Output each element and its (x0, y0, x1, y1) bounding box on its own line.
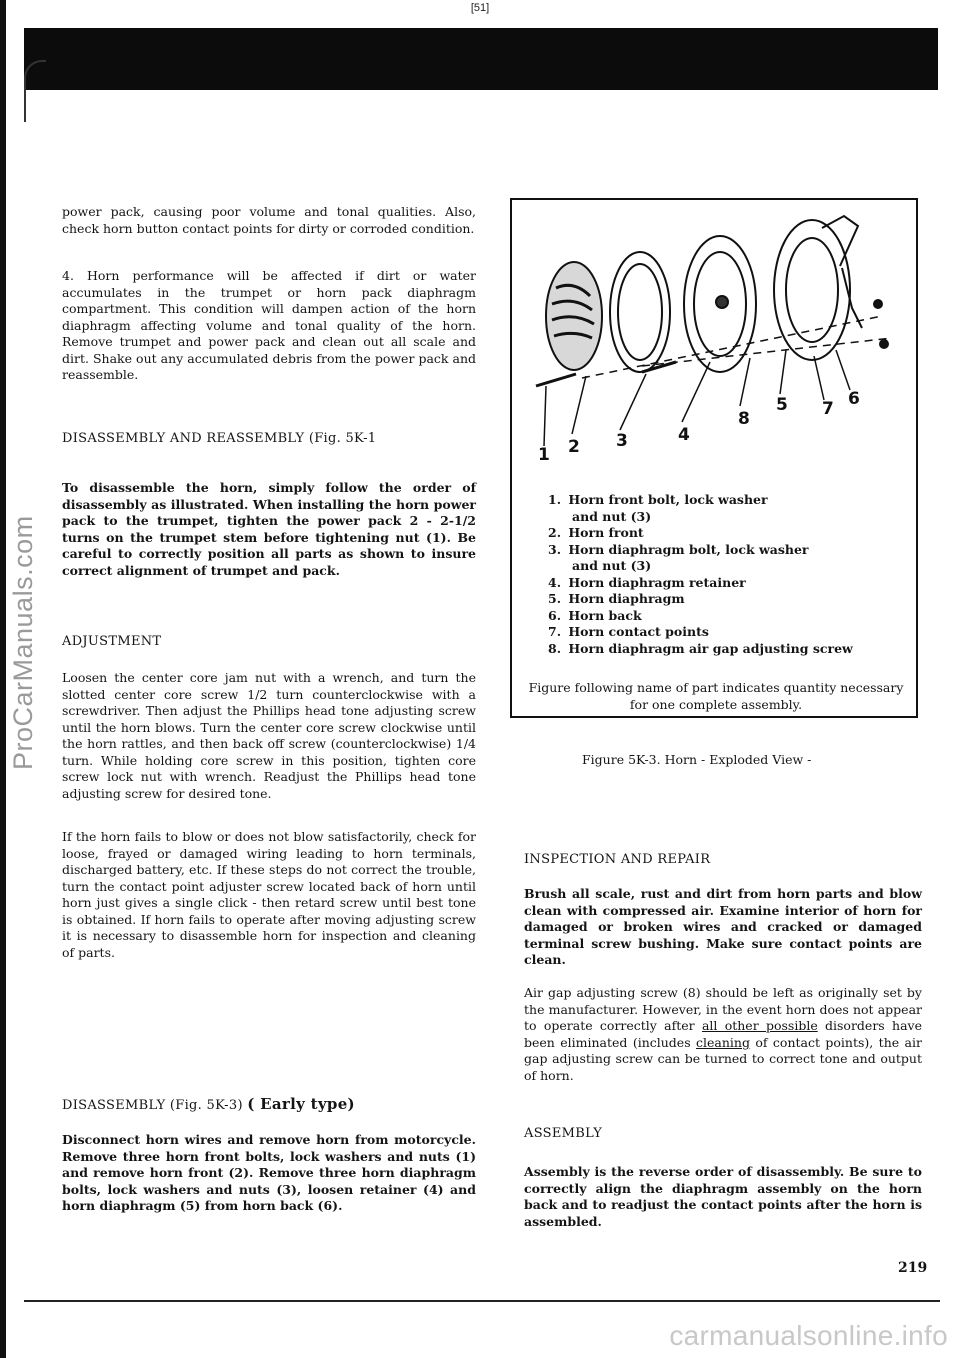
legend-item (548, 608, 908, 625)
callout-8: 8 (738, 409, 750, 429)
paragraph-air-gap (524, 985, 922, 1084)
contact-arm (842, 268, 862, 328)
header-banner (24, 28, 938, 90)
paragraph-adjustment: Loosen the center core jam nut with a wrench, and turn the slotted center core screw 1/2 turn counterclockwise with a screwdriver. Then adjust the Phillips head tone adjusting screw until the horn blows. Turn the center core screw clockwise until the horn rattles, and then back off screw (counterclockwise) 1/4 turn. While holding core screw in this position, tighten core screw lock nut with wrench. Readjust the Phillips head tone adjusting screw for desired tone. (62, 670, 476, 801)
page-number: 219 (898, 1260, 928, 1276)
right-col-block-1 (524, 852, 922, 869)
heading-inspection-repair: INSPECTION AND REPAIR (524, 852, 711, 867)
paragraph-horn-fails: If the horn fails to blow or does not blow satisfactorily, check for loose, frayed or damaged wiring leading to horn terminals, discharged battery, etc. If these steps do not correct the trouble, turn the contact point adjuster screw located back of horn until horn just gives a single click - then retard screw until best tone is obtained. If horn fails to operate after moving adjusting screw it is necessary to disassemble horn for inspection and cleaning of parts. (62, 829, 476, 960)
legend-text: Horn diaphragm (568, 591, 685, 606)
paragraph-assembly: Assembly is the reverse order of disassembly. Be sure to correctly align the diaphragm assembly on the horn back and to readjust the contact points after the horn is assembled. (524, 1164, 922, 1229)
heading-early-type: ( Early type) (247, 1095, 355, 1113)
callout-6: 6 (848, 389, 860, 409)
page-tag: [51] (470, 2, 490, 14)
paragraph-horn-performance: 4. Horn performance will be affected if dirt or water accumulates in the trumpet or horn pack diaphragm compartment. This condition will dampen action of the horn diaphragm affecting volume and tonal quality of the horn. Remove trumpet and power pack and clean out all scale and dirt. Shake out any accumulated debris from the power pack and reassemble. (62, 268, 476, 382)
bottom-rule (24, 1300, 940, 1302)
callout-1: 1 (538, 445, 550, 465)
legend-num: 3. (548, 541, 562, 557)
legend-text: Horn contact points (568, 624, 709, 639)
callout-4: 4 (678, 425, 690, 445)
legend-text: Horn back (568, 607, 642, 623)
callout-3: 3 (616, 431, 628, 451)
left-col-block-4 (62, 480, 476, 579)
legend-item (548, 591, 908, 608)
air-gap-text-b: disorders have been eliminated (includes (524, 1018, 922, 1050)
figure-legend (548, 492, 908, 657)
figure-caption: Figure 5K-3. Horn - Exploded View - (582, 752, 812, 767)
callout-7: 7 (822, 399, 834, 419)
bottom-watermark: carmanualsonline.info (669, 1320, 948, 1351)
legend-cont: and nut (3) (572, 508, 652, 524)
paragraph-disassemble-horn: To disassemble the horn, simply follow the order of disassembly as illustrated. When installing the horn power pack to the trumpet, tighten the power pack 2 - 2-1/2 turns on the trumpet stem before tightening nut (1). Be careful to correctly position all parts as shown to insure correct alignment of trumpet and pack. (62, 480, 476, 578)
left-edge-bar (0, 0, 6, 1358)
legend-text: Horn diaphragm retainer (568, 574, 746, 590)
left-col-block-7 (62, 829, 476, 961)
left-column (62, 204, 476, 237)
legend-cont: and nut (3) (572, 558, 652, 573)
legend-text: Horn diaphragm air gap adjusting screw (568, 640, 853, 656)
legend-num: 2. (548, 525, 562, 540)
terminal-1 (874, 300, 882, 308)
heading-adjustment: ADJUSTMENT (62, 634, 162, 649)
legend-num: 7. (548, 624, 562, 639)
terminal-2 (880, 340, 888, 348)
callout-2: 2 (568, 437, 580, 457)
heading-disassembly-early (62, 1096, 476, 1115)
paragraph-power-pack: power pack, causing poor volume and tonal qualities. Also, check horn button contact points for dirty or corroded condition. (62, 204, 476, 236)
legend-item (548, 542, 908, 575)
axis-line-2 (642, 338, 892, 366)
right-col-block-5 (524, 1164, 922, 1230)
legend-num: 1. (548, 492, 562, 507)
legend-text: Horn front (568, 525, 644, 540)
side-watermark: ProCarManuals.com (8, 515, 38, 770)
left-col-block-5 (62, 634, 476, 651)
air-gap-underline-1: all other possible (701, 1018, 818, 1033)
left-col-block-2 (62, 268, 476, 384)
legend-item (548, 624, 908, 641)
horn-exploded-diagram (522, 208, 902, 468)
heading-disassembly-early-prefix: DISASSEMBLY (Fig. 5K-3) (62, 1098, 243, 1113)
legend-item (548, 492, 908, 525)
heading-assembly: ASSEMBLY (524, 1126, 603, 1141)
legend-num: 5. (548, 591, 562, 606)
retainer-inner (618, 264, 662, 360)
left-col-block-6 (62, 670, 476, 802)
legend-num: 8. (548, 640, 562, 656)
leader-lines (544, 350, 850, 446)
air-gap-text-a: Air gap adjusting screw (8) should be left as originally set by the manufacturer. However, in the event horn does not appear to operate correctly after (524, 985, 922, 1033)
left-col-block-8 (62, 1096, 476, 1115)
legend-text: Horn diaphragm bolt, lock washer (568, 541, 809, 557)
left-col-block-9 (62, 1132, 476, 1215)
legend-item (548, 575, 908, 592)
legend-item (548, 641, 908, 658)
legend-item (548, 525, 908, 542)
left-col-block-3 (62, 431, 476, 448)
callout-5: 5 (776, 395, 788, 415)
paragraph-disconnect-horn: Disconnect horn wires and remove horn from motorcycle. Remove three horn front bolts, lock washers and nuts (1) and remove horn front (2). Remove three horn diaphragm bolts, lock washers and nuts (3), loosen retainer (4) and horn diaphragm (5) from horn back (6). (62, 1132, 476, 1213)
legend-num: 4. (548, 574, 562, 590)
right-col-block-3 (524, 985, 922, 1084)
right-col-block-2 (524, 886, 922, 969)
air-gap-underline-2: cleaning (696, 1034, 750, 1050)
figure-exploded-view (510, 198, 918, 718)
air-gap-text-c: of contact points), the air gap adjusting screw can be turned to correct tone and output of horn. (524, 1034, 922, 1083)
bolt-1 (536, 374, 576, 386)
figure-quantity-note: Figure following name of part indicates quantity necessary for one complete assembly. (528, 680, 904, 712)
banner-corner (24, 60, 46, 122)
legend-num: 6. (548, 607, 562, 623)
right-col-block-4 (524, 1126, 922, 1143)
paragraph-inspection: Brush all scale, rust and dirt from horn parts and blow clean with compressed air. Examine interior of horn for damaged or broken wires and cracked or damaged terminal screw bushing. Make sure contact points are clean. (524, 886, 922, 967)
legend-text: Horn front bolt, lock washer (568, 492, 768, 507)
heading-disassembly-reassembly: DISASSEMBLY AND REASSEMBLY (Fig. 5K-1 (62, 431, 377, 446)
diaphragm-center (716, 296, 728, 308)
